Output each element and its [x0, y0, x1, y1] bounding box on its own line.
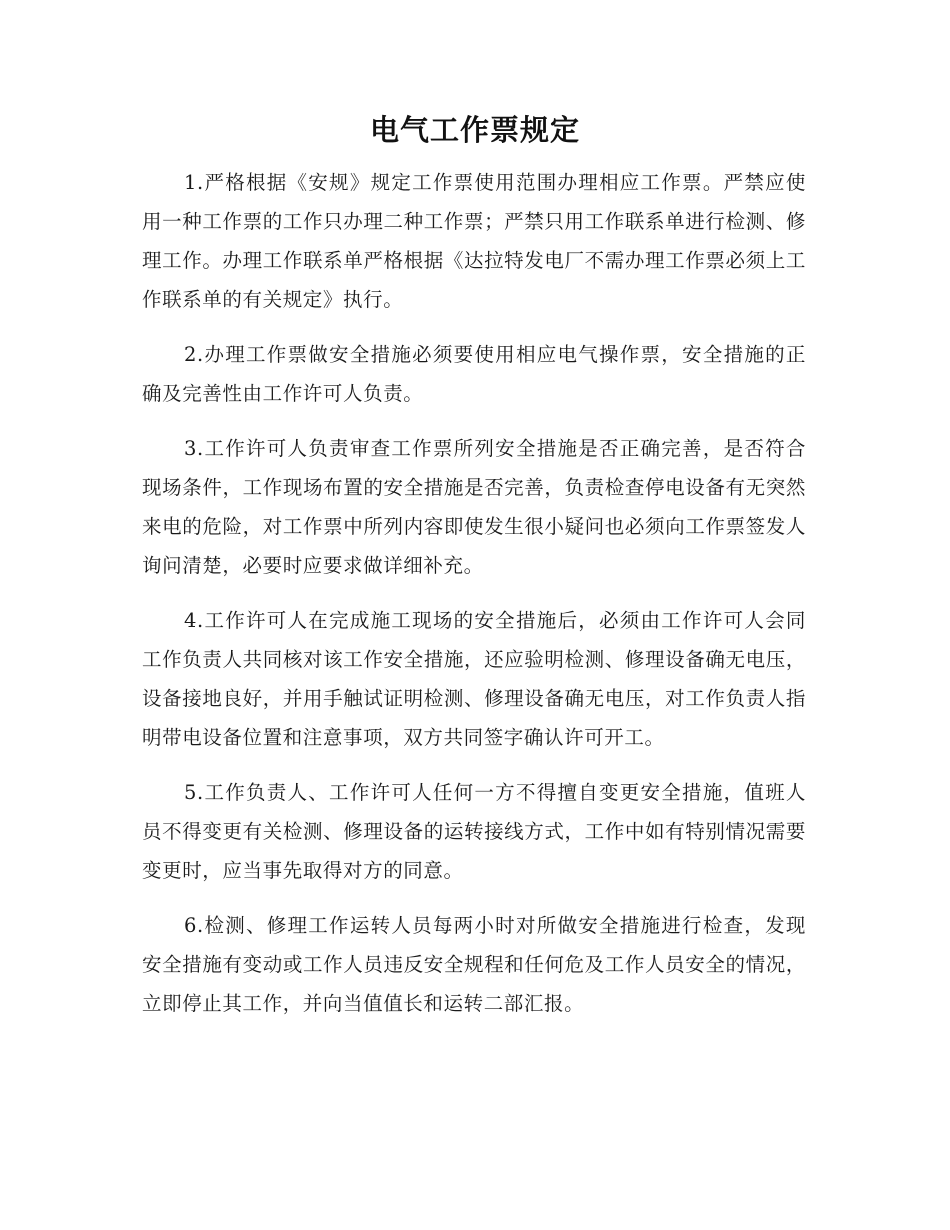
paragraph-2: 2.办理工作票做安全措施必须要使用相应电气操作票，安全措施的正确及完善性由工作许可人负责。 — [142, 343, 806, 405]
document-body — [142, 163, 806, 1039]
paragraph-4: 4.工作许可人在完成施工现场的安全措施后，必须由工作许可人会同工作负责人共同核对该工作安全措施，还应验明检测、修理设备确无电压，设备接地良好，并用手触试证明检测、修理设备确无电压，对工作负责人指明带电设备位置和注意事项，双方共同签字确认许可开工。 — [142, 609, 806, 749]
paragraph-1: 1.严格根据《安规》规定工作票使用范围办理相应工作票。严禁应使用一种工作票的工作只办理二种工作票；严禁只用工作联系单进行检测、修理工作。办理工作联系单严格根据《达拉特发电厂不需办理工作票必须上工作联系单的有关规定》执行。 — [142, 171, 806, 311]
document-title: 电气工作票规定 — [369, 113, 580, 147]
paragraph-5: 5.工作负责人、工作许可人任何一方不得擅自变更安全措施，值班人员不得变更有关检测、修理设备的运转接线方式，工作中如有特别情况需要变更时，应当事先取得对方的同意。 — [142, 781, 806, 882]
paragraph-3: 3.工作许可人负责审查工作票所列安全措施是否正确完善，是否符合现场条件，工作现场布置的安全措施是否完善，负责检查停电设备有无突然来电的危险，对工作票中所列内容即使发生很小疑问也必须向工作票签发人询问清楚，必要时应要求做详细补充。 — [142, 437, 806, 577]
paragraph-6: 6.检测、修理工作运转人员每两小时对所做安全措施进行检查，发现安全措施有变动或工作人员违反安全规程和任何危及工作人员安全的情况，立即停止其工作，并向当值值长和运转二部汇报。 — [142, 914, 806, 1015]
